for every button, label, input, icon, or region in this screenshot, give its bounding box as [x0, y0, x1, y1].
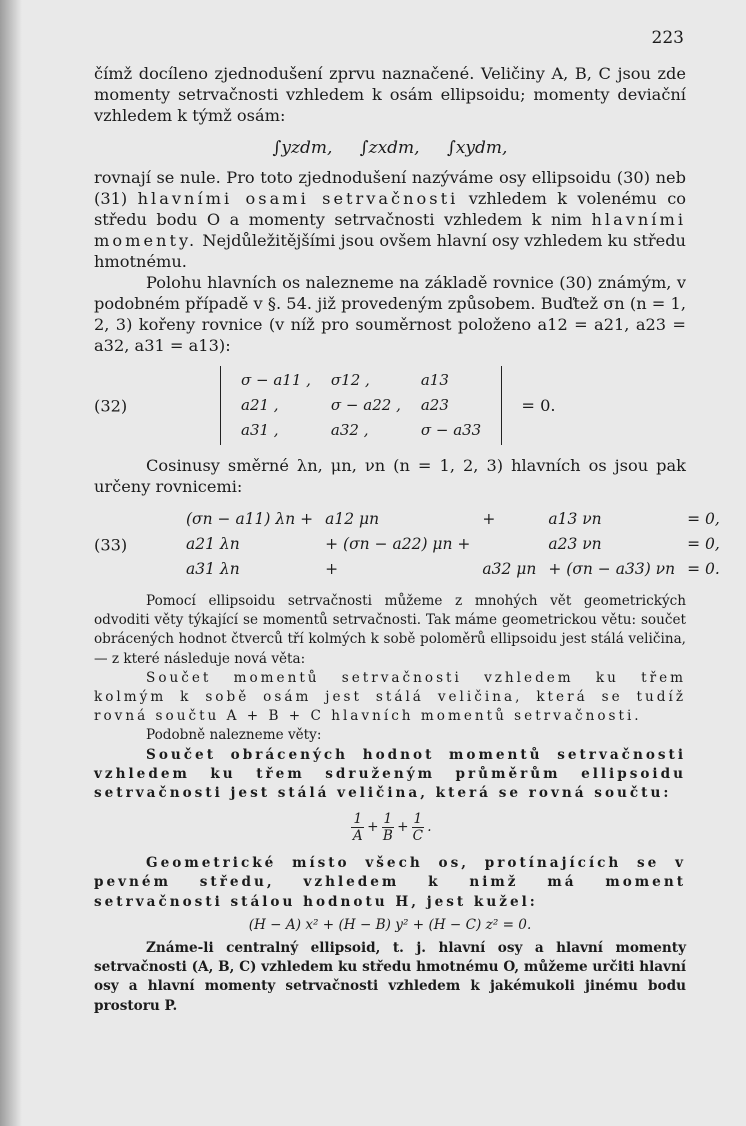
equation-system: [180, 507, 726, 582]
theorem-cone: Geometrické místo všech os, protínajících se v pevném středu, vzhledem k nimž má moment setrvačnosti stálou hodnotu H, jest kužel:: [94, 855, 686, 910]
sys-cell: + (σn − a33) νn: [548, 560, 676, 578]
sys-cell: +: [482, 510, 496, 528]
sys-cell: = 0,: [687, 510, 720, 528]
sys-cell: a31 λn: [186, 560, 240, 578]
sys-cell: a23 νn: [548, 535, 602, 553]
denominator: B: [382, 828, 393, 845]
denominator: C: [412, 828, 424, 845]
numerator: 1: [353, 811, 363, 828]
equation-number: (32): [94, 396, 128, 415]
determinant: [220, 366, 502, 445]
det-cell: σ12 ,: [330, 371, 370, 389]
page-number: 223: [651, 28, 684, 48]
paragraph-roots: Polohu hlavních os nalezneme na základě rovnice (30) známým, v podobném případě v §. 54. již provedeným způsobem. Buďtež σn (n = 1, 2, 3) kořeny rovnice (v níž pro souměrnost položeno a12 = a21, a23 = a32, a31 = a13):: [94, 273, 686, 355]
det-cell: a13: [420, 371, 449, 389]
fraction: [382, 811, 395, 844]
theorem-sum-moments: Součet momentů setrvačnosti vzhledem ku třem kolmým k sobě osám jest stálá veličina, která se tudíž rovná součtu A + B + C hlavních momentů setrvačnosti.: [94, 669, 686, 725]
det-cell: σ − a11 ,: [241, 371, 311, 389]
sys-cell: (σn − a11) λn +: [186, 510, 314, 528]
sys-cell: [476, 532, 542, 557]
deviation-integrals: ∫yzdm, ∫zxdm, ∫xydm,: [272, 138, 508, 158]
sys-cell: + (σn − a22) μn +: [325, 535, 471, 553]
text-segment: rovnají se nule. Pro toto zjednodušení nazýváme osy ellipsoidu (30) neb (31): [94, 168, 686, 208]
sys-cell: = 0,: [687, 535, 720, 553]
sys-cell: = 0.: [687, 560, 720, 578]
fraction: [351, 811, 364, 844]
sys-cell: a32 μn: [482, 560, 537, 578]
text-segment: vzhledem k volenému co středu bodu O a momenty setrvačnosti vzhledem k nim: [94, 189, 687, 229]
sys-cell: a13 νn: [548, 510, 602, 528]
small-paragraph: Podobně nalezneme věty:: [146, 727, 322, 744]
sys-cell: a21 λn: [186, 535, 240, 553]
small-print-section: [94, 592, 686, 1016]
spaced-term-principal-axes: hlavními osami setrvačnosti: [137, 189, 459, 208]
paragraph-principal-axes: [94, 167, 686, 272]
det-cell: σ − a33: [420, 421, 482, 439]
equation-number: (33): [94, 535, 128, 554]
det-cell: a31 ,: [241, 421, 279, 439]
paragraph-intro: čímž docíleno zjednodušení zprvu naznačené. Veličiny A, B, C jsou zde momenty setrvačnosti vzhledem k osám ellipsoidu; momenty deviační vzhledem k týmž osám:: [94, 64, 686, 125]
numerator: 1: [413, 811, 423, 828]
text-segment: Nejdůležitějšími jsou ovšem hlavní osy vzhledem ku středu hmotnému.: [94, 231, 686, 271]
numerator: 1: [383, 811, 393, 828]
equation-33: [94, 507, 720, 582]
paragraph-direction-cosines: Cosinusy směrné λn, μn, νn (n = 1, 2, 3) hlavních os jsou pak určeny rovnicemi:: [94, 456, 686, 496]
denominator: A: [352, 828, 363, 845]
sys-cell: a12 μn: [325, 510, 380, 528]
fraction-sum: $\frac{1}{A}$ + $\frac{1}{B}$ + $\frac{1}{C}$ .: [352, 811, 432, 845]
det-cell: σ − a22 ,: [330, 396, 401, 414]
equation-32: [94, 366, 686, 445]
cone-equation: (H − A) x² + (H − B) y² + (H − C) z² = 0.: [248, 916, 532, 933]
det-cell: a23: [420, 396, 449, 414]
det-cell: a21 ,: [241, 396, 279, 414]
small-paragraph: Pomocí ellipsoidu setrvačnosti můžeme z mnohých vět geometrických odvoditi věty týkající se momentů setrvačnosti. Tak máme geometrickou větu: součet obrácených hodnot čtverců tří kolmých k sobě poloměrů ellipsoidu jest stálá veličina, — z které následuje nová věta:: [94, 593, 686, 667]
theorem-reciprocal-moments: Součet obrácených hodnot momentů setrvačnosti vzhledem ku třem sdruženým průměrům ellipsoidu setrvačnosti jest stálá veličina, která se rovná součtu:: [94, 746, 686, 802]
spaced-term-principal-moments: hlavními momenty.: [94, 210, 686, 250]
determinant-rhs: = 0.: [521, 396, 556, 415]
binding-shadow: [0, 0, 22, 1126]
det-cell: a32 ,: [330, 421, 369, 439]
fraction: [412, 811, 425, 844]
paragraph-central-ellipsoid: Známe-li centralný ellipsoid, t. j. hlavní osy a hlavní momenty setrvačnosti (A, B, C) vzhledem ku středu hmotnému O, můžeme určiti hlavní osy a hlavní momenty setrvačnosti vzhledem k jakémukoli jinému bodu prostoru P.: [94, 940, 686, 1014]
sys-cell: +: [325, 560, 339, 578]
